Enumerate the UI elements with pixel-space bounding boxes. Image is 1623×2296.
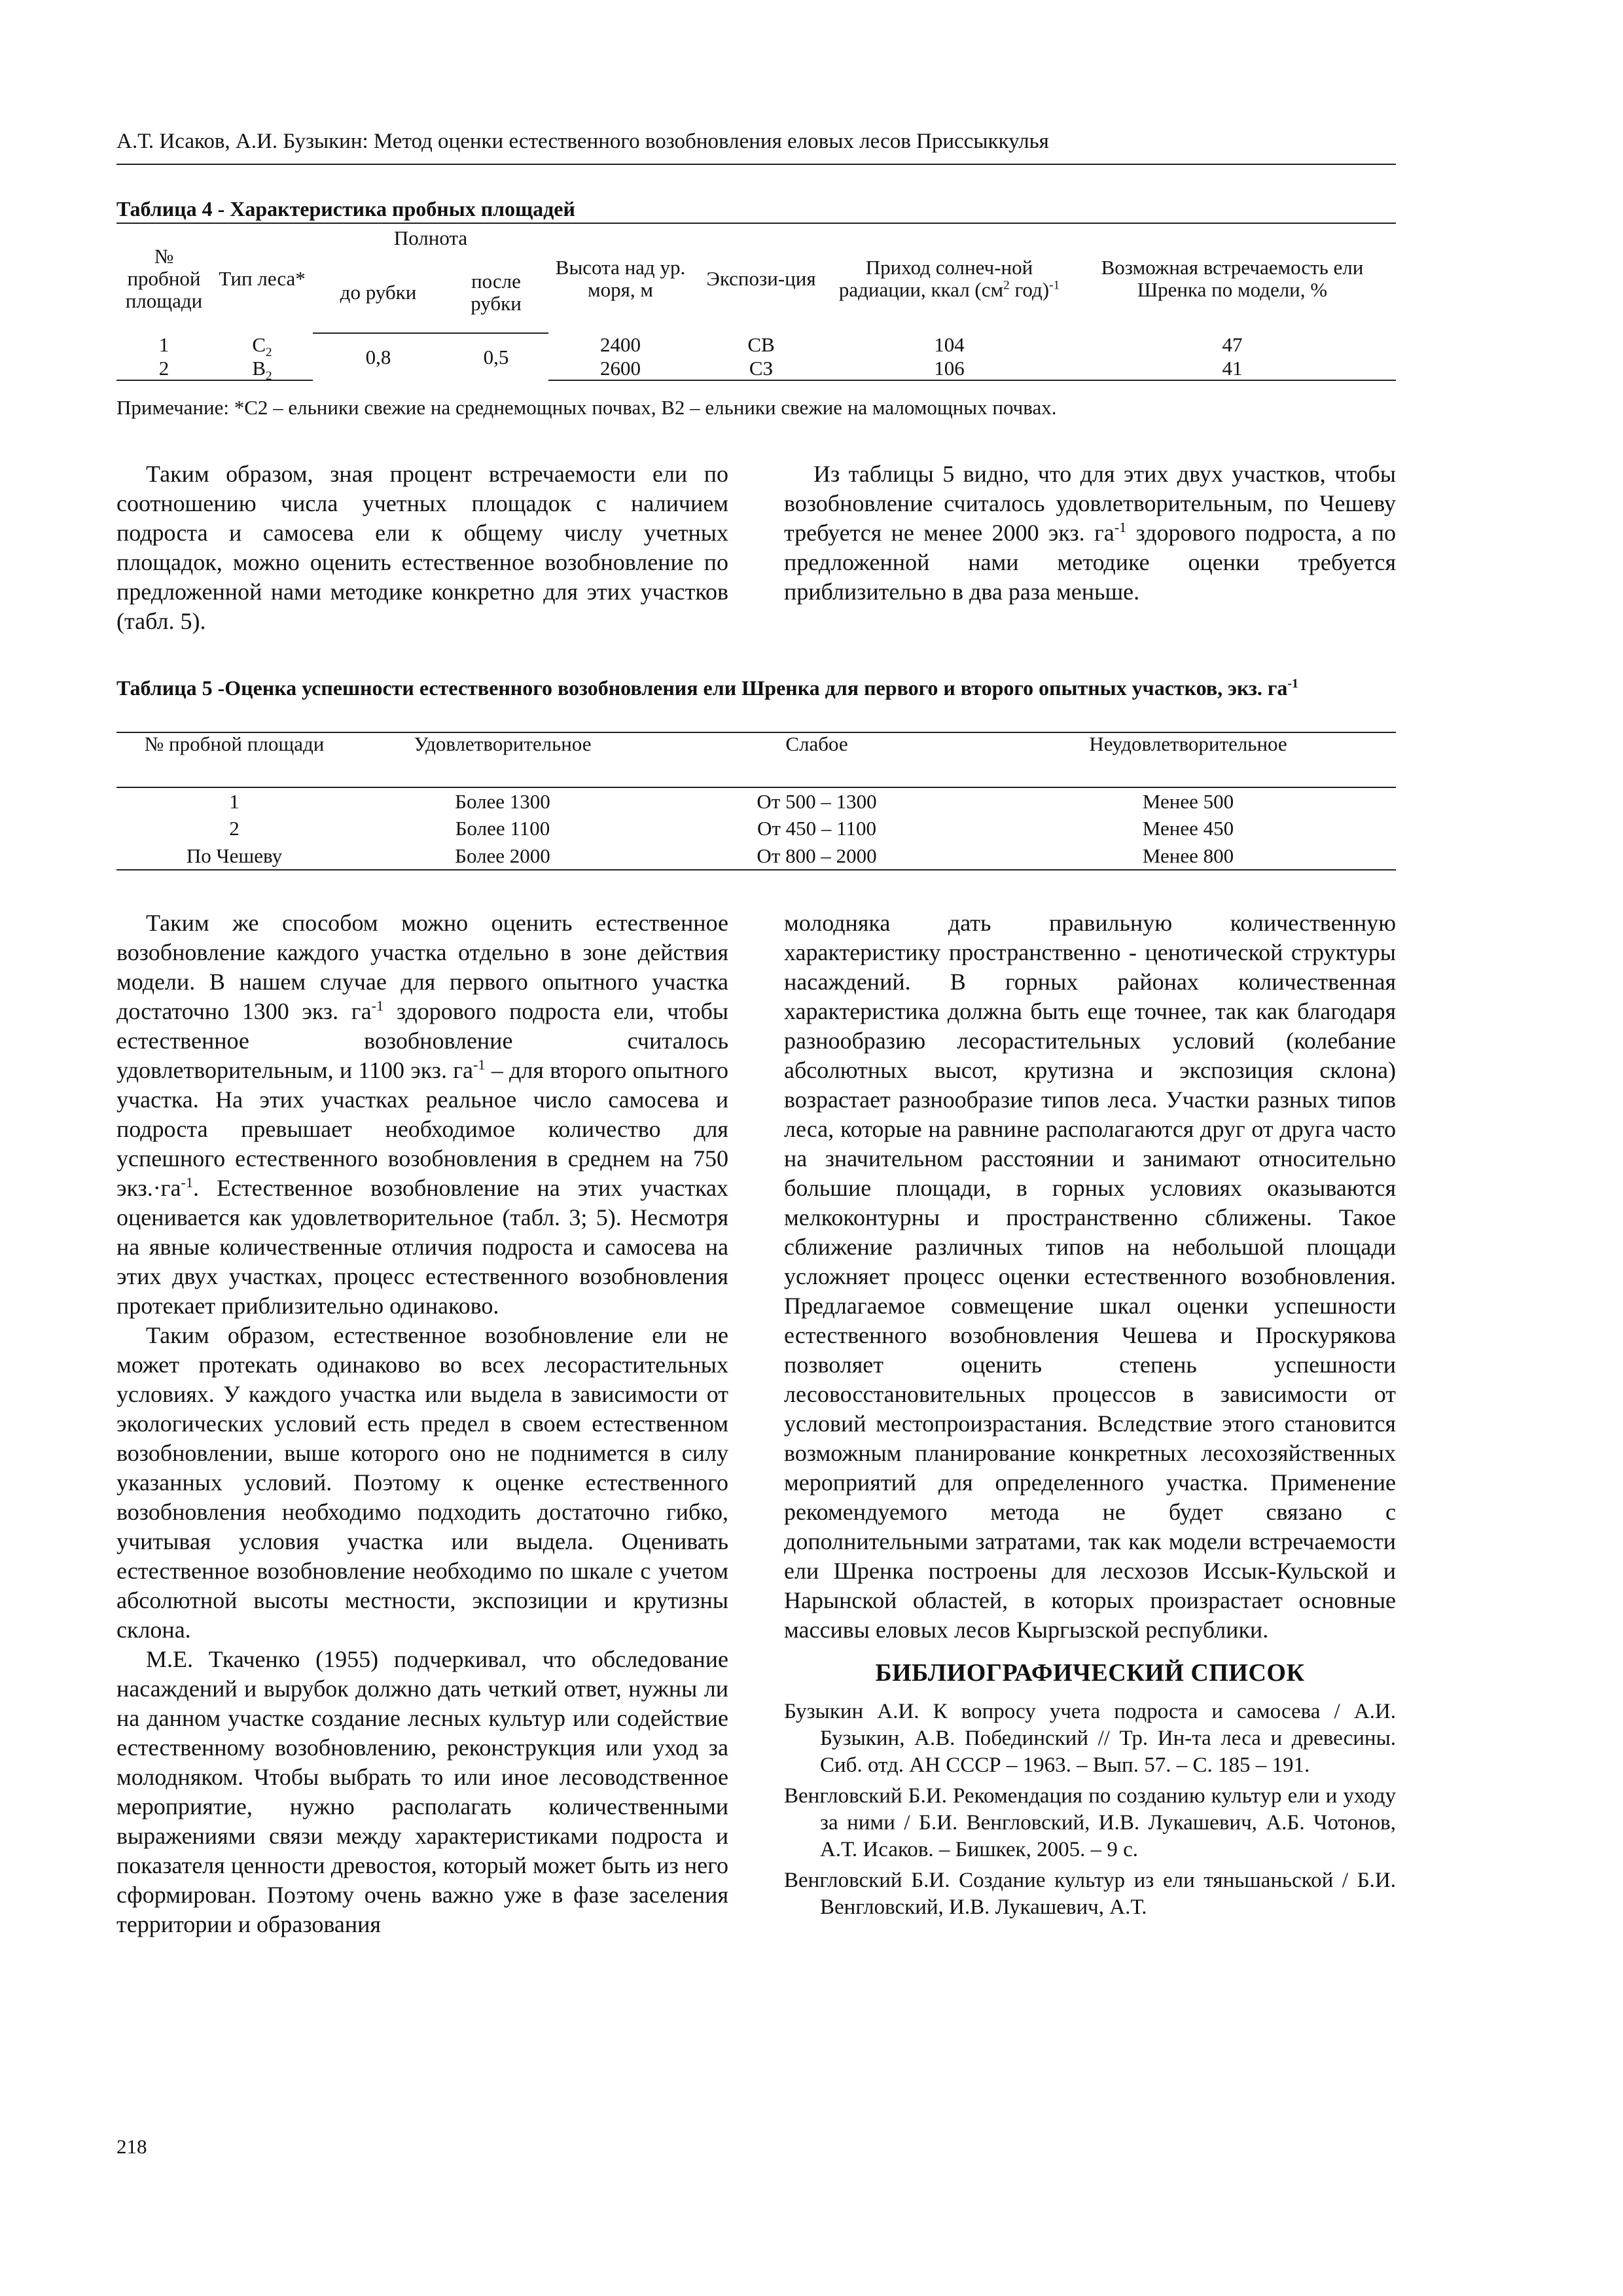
table4-head-altitude: Высота над ур. моря, м (548, 223, 692, 333)
table4-note: Примечание: *С2 – ельники свежие на среднемощных почвах, В2 – ельники свежие на маломощных почвах. (116, 396, 1057, 419)
running-head: А.Т. Исаков, А.И. Бузыкин: Метод оценки естественного возобновления еловых лесов Приссыккулья (116, 128, 1396, 165)
table5-head-satisfactory: Удовлетворительное (352, 732, 653, 787)
table4-head-exposure: Экспози-ция (692, 223, 830, 333)
right-column-block-1 (784, 459, 1396, 607)
bibliography-item: Венгловский Б.И. Рекомендация по созданию культур ели и уходу за ними / Б.И. Венгловский, И.В. Лукашевич, А.Б. Чотонов, А.Т. Исаков. – Бишкек, 2005. – 9 с. (784, 1784, 1396, 1861)
table5-row: 2 Более 1100 От 450 – 1100 Менее 450 (229, 817, 1234, 840)
paragraph: молодняка дать правильную количественную характеристику пространственно - ценотической структуры насаждений. В горных районах количественная характеристика должна быть еще точнее, так как благодаря разнообразию лесорастительных условий (колебание абсолютных высот, крутизна и экспозиция склона) возрастает разнообразие типов леса. Участки разных типов леса, которые на равнине располагаются друг от друга часто на значительном расстоянии и занимают относительно большие площади, в горных условиях оказываются мелкоконтурны и пространственно сближены. Такое сближение различных типов на небольшой площади усложняет процесс оценки естественного возобновления. Предлагаемое совмещение шкал оценки успешности естественного возобновления Чешева и Проскурякова позволяет оценить степень успешности лесовосстановительных процессов в зависимости от условий местопроизрастания. Вследствие этого становится возможным планирование конкретных лесохозяйственных мероприятий для определенного участка. Применение рекомендуемого метода не будет связано с дополнительными затратами, так как модели встречаемости ели Шренка построены для лесхозов Иссык-Кульской и Нарынской областей, в которых произрастает основные массивы еловых лесов Кыргызской республики. (784, 910, 1396, 1643)
table4-head-plot: № пробной площади (116, 223, 211, 333)
table4-head-occurrence: Возможная встречаемость ели Шренка по модели, % (1069, 223, 1396, 333)
page-number: 218 (116, 2135, 147, 2158)
table4-row: 1 $С_2$ 0,8 0,5 2400 СВ 104 47 (158, 333, 1243, 368)
bibliography-title: БИБЛИОГРАФИЧЕСКИЙ СПИСОК (875, 1659, 1305, 1687)
paragraph: Таким же способом можно оценить естественное возобновление каждого участка отдельно в зоне действия модели. В нашем случае для первого опытного участка достаточно 1300 экз. $га^{-1}$ здорового подроста ели, чтобы естественное возобновление считалось удовлетворительным, и 1100 экз. $га^{-1}$ – для второго опытного участка. На этих участках реальное число самосева и подроста превышает необходимое количество для успешного естественного возобновления в среднем на 750 $экз.\cdot га^{-1}$. Естественное возобновление на этих участках оценивается как удовлетворительное (табл. 3; 5). Несмотря на явные количественные отличия подроста и самосева на этих двух участках, процесс естественного возобновления протекает приблизительно одинаково. (116, 910, 728, 1319)
table5-row: По Чешеву Более 2000 От 800 – 2000 Менее 800 (116, 842, 1396, 870)
right-column-block-2 (784, 908, 1396, 1925)
paragraph: Из таблицы 5 видно, что для этих двух участков, чтобы возобновление считалось удовлетворительным, по Чешеву требуется не менее 2000 экз. $га^{-1}$ здорового подроста, а по предложенной нами методике оценки требуется приблизительно в два раза меньше. (784, 461, 1397, 605)
table4-head-density: Полнота (313, 223, 548, 252)
table5-row: 1 Более 1300 От 500 – 1300 Менее 500 (229, 789, 1234, 813)
paragraph: М.Е. Ткаченко (1955) подчеркивал, что обследование насаждений и вырубок должно дать четкий ответ, нужны ли на данном участке создание лесных культур или содействие естественному возобновлению, реконструкция или уход за молодняком. Чтобы выбрать то или иное лесоводственное мероприятие, нужно располагать количественными выражениями связи между характеристиками подроста и показателя ценности древостоя, который может быть из него сформирован. Поэтому очень важно уже в фазе заселения территории и образования (116, 1646, 728, 1937)
bibliography-item: Венгловский Б.И. Создание культур из ели тяньшаньской / Б.И. Венгловский, И.В. Лукашевич, А.Т. (784, 1869, 1396, 1919)
left-column-block-1 (116, 459, 728, 636)
table5-caption: Таблица 5 -Оценка успешности естественного возобновления ели Шренка для первого и второго опытных участков, экз. $га^{-1}$ (116, 676, 1298, 700)
table5-head-weak: Слабое (653, 732, 980, 787)
left-column-block-2 (116, 908, 728, 1939)
paragraph: Таким образом, зная процент встречаемости ели по соотношению числа учетных площадок с наличием подроста и самосева ели к общему числу учетных площадок, можно оценить естественное возобновление по предложенной нами методике конкретно для этих участков (табл. 5). (116, 461, 728, 634)
table4-head-type: Тип леса* (211, 223, 313, 333)
table4-head-after: после рубки (444, 252, 548, 333)
table4-head-radiation: Приход солнеч-ной радиации, ккал ($см^2$ год)$^{-1}$ (830, 223, 1069, 333)
bibliography-item: Бузыкин А.И. К вопросу учета подроста и самосева / А.И. Бузыкин, А.В. Побединский // Тр. Ин-та леса и древесины. Сиб. отд. АН СССР – 1963. – Вып. 57. – С. 185 – 191. (784, 1700, 1396, 1777)
table4-row: 2 $В_2$ 2600 СЗ 106 41 (116, 357, 1396, 380)
table4-head-before: до рубки (313, 252, 444, 333)
paragraph: Таким образом, естественное возобновление ели не может протекать одинаково во всех лесорастительных условиях. У каждого участка или выдела в зависимости от экологических условий есть предел в своем естественном возобновлении, выше которого оно не поднимется в силу указанных условий. Поэтому к оценке естественного возобновления необходимо подходить достаточно гибко, учитывая условия участка или выдела. Оценивать естественное возобновление необходимо по шкале с учетом абсолютной высоты местности, экспозиции и крутизны склона. (116, 1322, 728, 1643)
table4-caption: Таблица 4 - Характеристика пробных площадей (116, 197, 575, 221)
table5-head-plot: № пробной площади (116, 732, 352, 787)
table4 (116, 223, 1396, 381)
table5 (116, 732, 1396, 870)
table5-head-unsatisfactory: Неудовлетворительное (980, 732, 1396, 787)
